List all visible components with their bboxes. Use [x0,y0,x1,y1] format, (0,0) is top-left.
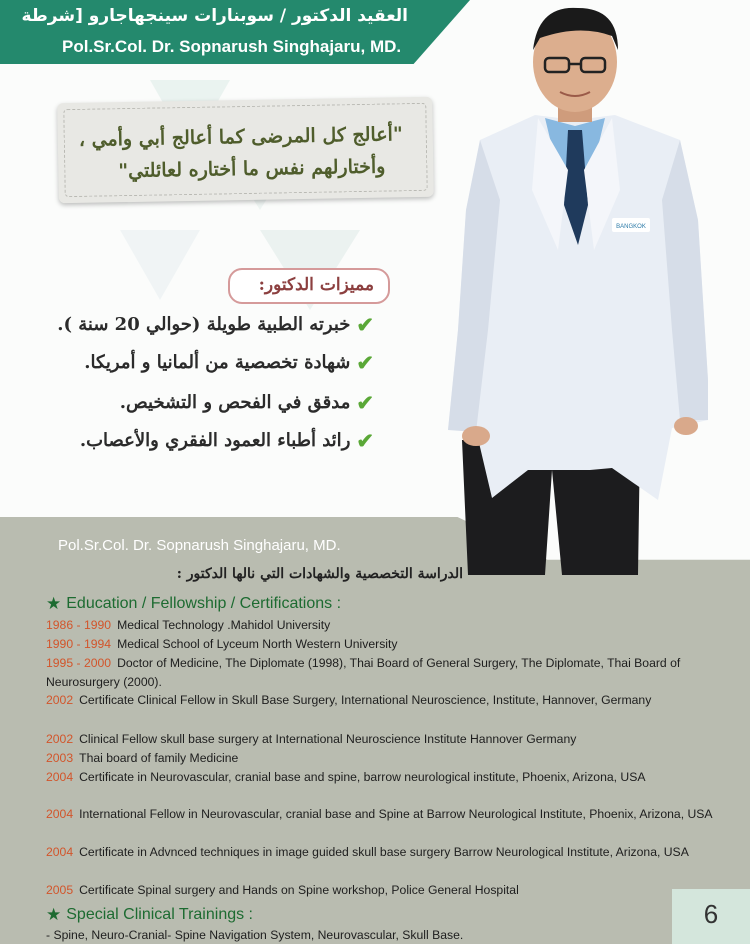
quote-line-1: "أعالج كل المرضى كما أعالج أبي وأمي ، [78,123,403,151]
features-title-box [228,268,390,304]
panel-subtitle-arabic: الدراسة التخصصية والشهادات التي نالها الدكتور : [176,566,463,582]
checkmark-icon: ✔ [356,350,374,375]
feature-item: ✔ شهادة تخصصية من ألمانيا و أمريكا. [84,350,374,375]
checkmark-icon: ✔ [356,428,374,453]
trainings-heading: ★ Special Clinical Trainings : [46,905,253,924]
star-icon: ★ [46,594,62,613]
checkmark-icon: ✔ [356,312,374,337]
header-title-english: Pol.Sr.Col. Dr. Sopnarush Singhajaru, MD. [62,37,402,56]
education-entry: 1986 - 1990 Medical Technology .Mahidol University [46,618,331,632]
education-entry: 2005 Certificate Spinal surgery and Hands on Spine workshop, Police General Hospital [46,883,519,897]
education-entry: 2002 Clinical Fellow skull base surgery at International Neuroscience Institute Hannover Germany [46,732,577,746]
education-entry: 2004 Certificate in Neurovascular, cranial base and spine, barrow neurological institute, Phoenix, Arizona, USA [46,770,646,784]
feature-item: ✔ رائد أطباء العمود الفقري والأعصاب. [79,428,374,453]
header-title-arabic: العقيد الدكتور / سوبنارات سينجهاجارو [شرطة [21,6,408,26]
education-entry: 2003 Thai board of family Medicine [46,751,239,765]
education-entry: 2004 International Fellow in Neurovascular, cranial base and Spine at Barrow Neurological Institute, Phoenix, Arizona, USA [46,807,713,821]
hospital-badge: BANGKOK [616,224,646,230]
education-entry: 2002 Certificate Clinical Fellow in Skull Base Surgery, International Neuroscience, Institute, Hannover, Germany [46,693,652,707]
education-entry: 1995 - 2000 Doctor of Medicine, The Diplomate (1998), Thai Board of General Surgery, The Diplomate, Thai Board of Neurosurgery (2000). [46,656,681,689]
doctor-photo [440,0,720,580]
star-icon: ★ [46,905,62,924]
trainings-text: - Spine, Neuro-Cranial- Spine Navigation System, Neurovascular, Skull Base. [46,928,464,942]
checkmark-icon: ✔ [356,390,374,415]
panel-doctor-name: Pol.Sr.Col. Dr. Sopnarush Singhajaru, MD. [58,537,341,554]
feature-item: ✔ خبرته الطبية طويلة (حوالي 20 سنة ). [57,312,374,337]
page-number: 6 [703,899,719,929]
quote-line-2: وأختارلهم نفس ما أختاره لعائلتي" [118,155,386,183]
education-heading: ★ Education / Fellowship / Certifications : [46,594,342,613]
education-entry: 1990 - 1994 Medical School of Lyceum North Western University [46,637,398,651]
feature-item: ✔ مدقق في الفحص و التشخيص. [119,390,374,415]
education-entry: 2004 Certificate in Advnced techniques in image guided skull base surgery Barrow Neurological Institute, Arizona, USA [46,845,689,859]
quote-card [57,97,434,204]
features-title: مميزات الدكتور: [258,275,374,295]
page-number-box [672,889,750,944]
